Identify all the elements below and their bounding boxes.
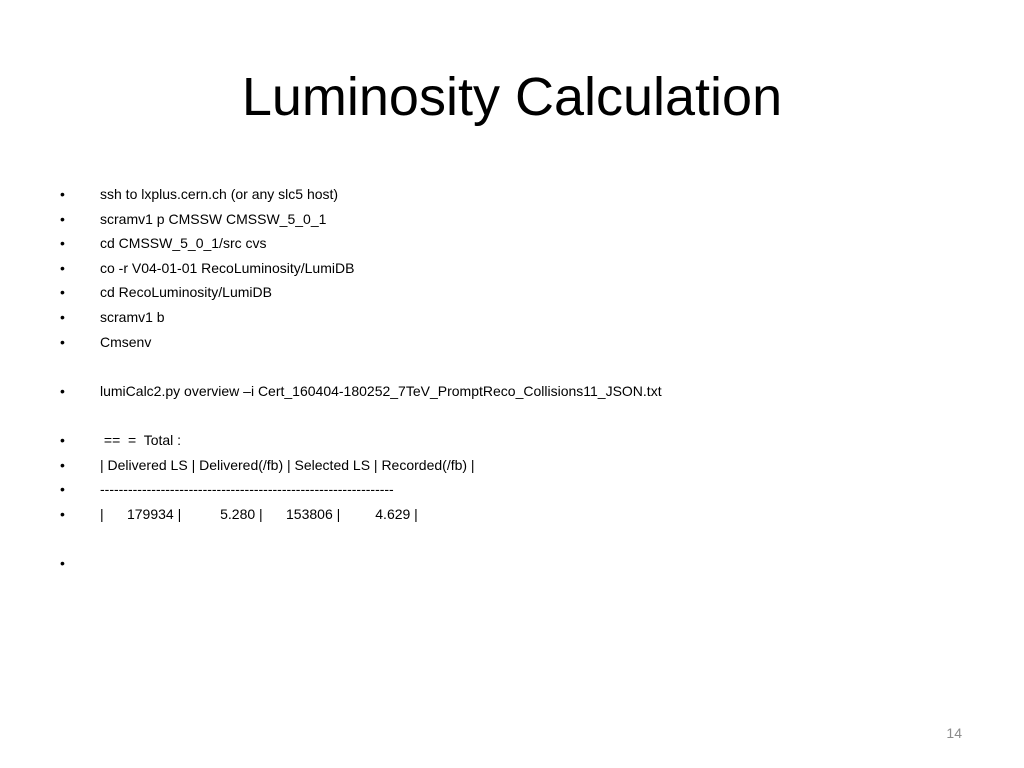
bullet-item bbox=[60, 551, 960, 576]
bullet-item bbox=[60, 477, 960, 502]
bullet-dot-icon: • bbox=[60, 210, 65, 227]
bullet-dot-icon: • bbox=[60, 186, 65, 202]
bullet-dot-icon: • bbox=[60, 333, 65, 350]
bullet-dot-icon: • bbox=[60, 382, 65, 399]
bullet-list bbox=[60, 182, 960, 576]
bullet-dot-icon: • bbox=[60, 431, 65, 448]
bullet-dot-icon: • bbox=[60, 284, 65, 301]
bullet-item bbox=[60, 231, 960, 256]
bullet-dot-icon: • bbox=[60, 308, 65, 325]
bullet-text: lumiCalc2.py overview –i Cert_160404-180252_7TeV_PromptReco_Collisions11_JSON.txt bbox=[100, 382, 662, 399]
bullet-dot-icon: • bbox=[60, 481, 65, 498]
bullet-text: --------------------------------------------------------------- bbox=[100, 481, 394, 498]
bullet-text: | Delivered LS | Delivered(/fb) | Selected LS | Recorded(/fb) | bbox=[100, 456, 475, 473]
bullet-dot-icon: • bbox=[60, 235, 65, 252]
bullet-text: scramv1 b bbox=[100, 308, 165, 325]
bullet-text: | 179934 | 5.280 | 153806 | 4.629 | bbox=[100, 505, 418, 522]
bullet-item bbox=[60, 256, 960, 281]
bullet-text: co -r V04-01-01 RecoLuminosity/LumiDB bbox=[100, 259, 355, 276]
bullet-item bbox=[60, 428, 960, 453]
bullet-dot-icon: • bbox=[60, 554, 65, 571]
bullet-text: == = Total : bbox=[100, 431, 182, 448]
bullet-item bbox=[60, 280, 960, 305]
bullet-item bbox=[60, 182, 960, 207]
bullet-item bbox=[60, 305, 960, 330]
bullet-dot-icon: • bbox=[60, 259, 65, 276]
bullet-item bbox=[60, 379, 960, 404]
slide-title: Luminosity Calculation bbox=[241, 67, 783, 127]
bullet-item bbox=[60, 330, 960, 355]
blank-line bbox=[60, 354, 960, 379]
bullet-text: cd RecoLuminosity/LumiDB bbox=[100, 284, 272, 301]
blank-line bbox=[60, 526, 960, 551]
bullet-dot-icon: • bbox=[60, 456, 65, 473]
bullet-item bbox=[60, 207, 960, 232]
bullet-text: cd CMSSW_5_0_1/src cvs bbox=[100, 235, 267, 252]
bullet-text: Cmsenv bbox=[100, 333, 152, 350]
page-number: 14 bbox=[946, 725, 962, 741]
bullet-dot-icon: • bbox=[60, 505, 65, 522]
blank-line bbox=[60, 403, 960, 428]
bullet-item bbox=[60, 453, 960, 478]
bullet-text: ssh to lxplus.cern.ch (or any slc5 host) bbox=[100, 186, 339, 202]
bullet-text: scramv1 p CMSSW CMSSW_5_0_1 bbox=[100, 210, 327, 227]
bullet-item bbox=[60, 502, 960, 527]
